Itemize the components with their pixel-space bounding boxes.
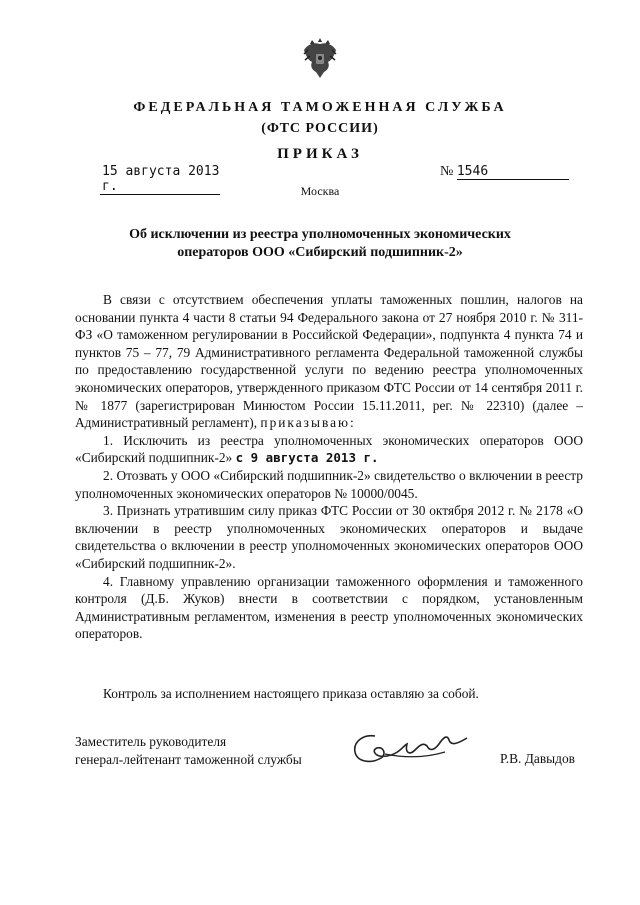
handwritten-signature-icon <box>345 724 475 774</box>
item-1-text: 1. Исключить из реестра уполномоченных экономических операторов ООО «Сибирский подшипник-2» <box>75 432 583 466</box>
title-line-2: операторов ООО «Сибирский подшипник-2» <box>177 245 463 260</box>
position-line-2: генерал-лейтенант таможенной службы <box>75 752 302 767</box>
order-word: приказываю: <box>260 415 356 431</box>
intro-paragraph <box>75 291 583 432</box>
item-2: 2. Отозвать у ООО «Сибирский подшипник-2» свидетельство о включении в реестр уполномоченных экономических операторов № 10000/0045. <box>75 467 583 501</box>
document-number-line <box>440 164 582 180</box>
agency-name: ФЕДЕРАЛЬНАЯ ТАМОЖЕННАЯ СЛУЖБА <box>133 100 507 115</box>
document-number: 1546 <box>457 164 569 180</box>
document-title <box>90 226 550 262</box>
number-sign: № <box>440 164 454 179</box>
item-1 <box>75 432 583 467</box>
signatory-position <box>75 733 302 769</box>
document-body <box>75 291 583 643</box>
item-4: 4. Главному управлению организации таможенного оформления и таможенного контроля (Д.Б. Жуков) внести в соответствии с порядком, установленным Административным регламентом, изменения в реестр уполномоченных экономических операторов. <box>75 573 583 642</box>
title-line-1: Об исключении из реестра уполномоченных экономических <box>129 227 511 242</box>
document-date: 15 августа 2013 г. <box>102 164 220 194</box>
signatory-name: Р.В. Давыдов <box>500 751 575 766</box>
document-type: ПРИКАЗ <box>277 146 363 162</box>
item-1-date: с 9 августа 2013 г. <box>235 450 379 466</box>
intro-text: В связи с отсутствием обеспечения уплаты таможенных пошлин, налогов на основании пункта 4 части 8 статьи 94 Федерального закона от 27 ноября 2010 г. № 311-ФЗ «О таможенном регулировании в Российской Федерации», подпункта 4 пункта 74 и пунктов 75 – 77, 79 Административного регламента Федеральной таможенной службы по предоставлению государственной услуги по ведению реестра уполномоченных экономических операторов, утвержденного приказом ФТС России от 14 сентября 2011 г. № 1877 (зарегистрирован Минюстом России 15.11.2011, рег. № 22310) (далее – Административный регламент), <box>75 292 583 431</box>
document-city: Москва <box>300 184 340 198</box>
item-3: 3. Признать утратившим силу приказ ФТС России от 30 октября 2012 г. № 2178 «О включении в реестр уполномоченных экономических операторов и выдаче свидетельства о включении в реестр уполномоченных экономических операторов ООО «Сибирский подшипник-2». <box>75 503 583 571</box>
position-line-1: Заместитель руководителя <box>75 734 227 749</box>
agency-short-name: (ФТС РОССИИ) <box>261 121 379 136</box>
russian-coat-of-arms-icon <box>300 34 340 82</box>
control-statement: Контроль за исполнением настоящего приказа оставляю за собой. <box>103 686 479 701</box>
